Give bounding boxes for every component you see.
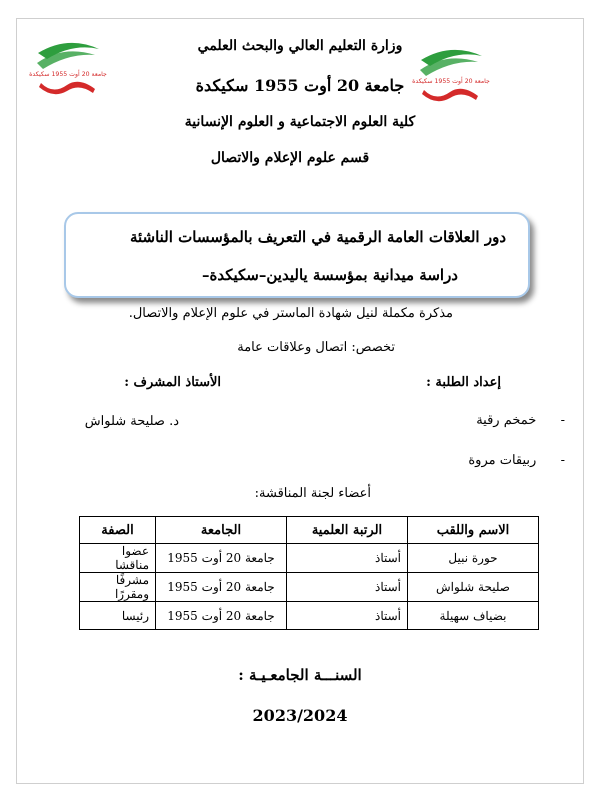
specialty: تخصص: اتصال وعلاقات عامة [237,340,395,355]
thesis-subtitle: دراسة ميدانية بمؤسسة ياليدين–سكيكدة– [201,266,458,284]
university-logo-left [29,33,107,103]
column-header-rank: الرتبة العلمية [287,517,408,544]
memo-statement: مذكرة مكملة لنيل شهادة الماستر في علوم الإعلام والاتصال. [128,306,453,321]
member-role: عضوا مناقشا [80,544,156,573]
student-name-text: خمخم رقية [476,413,537,428]
student-name [468,453,565,468]
bullet: - [560,413,565,428]
table-header-row [80,517,539,544]
university-logo-icon [29,33,107,103]
ministry-name: وزارة التعليم العالي والبحث العلمي [197,38,403,54]
member-rank: أستاذ [287,573,408,602]
table-row [80,573,539,602]
member-university: جامعة 20 أوت 1955 [156,573,287,602]
member-role: مشرفًا ومقررًا [80,573,156,602]
member-name: حورة نبيل [408,544,539,573]
committee-table [79,516,539,630]
supervisor-label: الأستاذ المشرف : [124,375,221,390]
university-name: جامعة 20 أوت 1955 سكيكدة [195,76,405,95]
academic-year-label: السنـــة الجامعـيـة : [238,666,362,684]
department-name: قسم علوم الإعلام والاتصال [210,150,370,166]
table-row [80,602,539,630]
faculty-name: كلية العلوم الاجتماعية و العلوم الإنسانية [184,114,416,130]
member-university: جامعة 20 أوت 1955 [156,544,287,573]
supervisor-name: د. صليحة شلواش [84,414,179,429]
thesis-title-box [64,212,530,298]
member-university: جامعة 20 أوت 1955 [156,602,287,630]
table-row [80,544,539,573]
committee-title: أعضاء لجنة المناقشة: [254,486,371,501]
logo-text: جامعة 20 أوت 1955 سكيكدة [412,78,490,85]
member-rank: أستاذ [287,602,408,630]
column-header-name: الاسم واللقب [408,517,539,544]
member-name: بضياف سهيلة [408,602,539,630]
member-role: رئيسا [80,602,156,630]
column-header-university: الجامعة [156,517,287,544]
student-name [476,413,565,428]
bullet: - [560,453,565,468]
thesis-title: دور العلاقات العامة الرقمية في التعريف بالمؤسسات الناشئة [129,228,506,246]
member-name: صليحة شلواش [408,573,539,602]
prepared-by-label: إعداد الطلبة : [426,375,501,390]
column-header-role: الصفة [80,517,156,544]
logo-text: جامعة 20 أوت 1955 سكيكدة [29,71,107,78]
academic-year: 2023/2024 [252,706,348,725]
member-rank: أستاذ [287,544,408,573]
student-name-text: ربيقات مروة [468,453,537,468]
